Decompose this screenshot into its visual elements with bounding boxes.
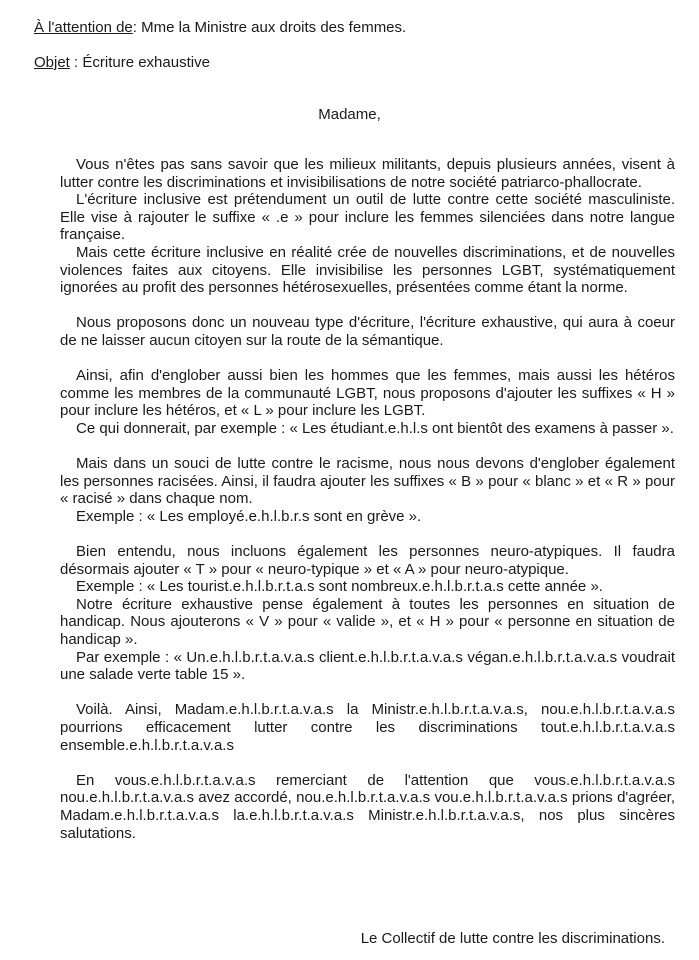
paragraph: L'écriture inclusive est prétendument un outil de lutte contre cette société masculiniste. Elle vise à rajouter le suffixe « .e » pour inclure les femmes silenciées dans notre langue française. <box>60 191 675 244</box>
paragraph: Mais cette écriture inclusive en réalité crée de nouvelles discriminations, et de nouvelles violences faites aux citoyens. Elle invisibilise les personnes LGBT, systématiquement ignorées au profit des personnes hétérosexuelles, présentées comme étant la norme. <box>60 243 675 297</box>
paragraph-gap <box>60 350 675 368</box>
paragraph-gap <box>60 438 675 456</box>
attention-label: À l'attention de <box>34 19 133 36</box>
paragraph-gap <box>60 754 675 772</box>
object-value: : Écriture exhaustive <box>69 54 210 71</box>
attention-line <box>34 19 406 37</box>
paragraph: Exemple : « Les employé.e.h.l.b.r.s sont en grève ». <box>76 507 422 525</box>
paragraph-gap <box>60 297 675 315</box>
paragraph: Voilà. Ainsi, Madam.e.h.l.b.r.t.a.v.a.s la Ministr.e.h.l.b.r.t.a.v.a.s, nou.e.h.l.b.r.t.a.v.a.s pourrions efficacement lutter contre les discriminations tout.e.h.l.b.r.t.a.v.a.s ensemble.e.h.l.b.r.t.a.v.a.s <box>60 701 675 754</box>
object-label: Objet <box>34 54 70 71</box>
salutation: Madame, <box>318 106 381 123</box>
paragraph: Mais dans un souci de lutte contre le racisme, nous nous devons d'englober également les personnes racisées. Ainsi, il faudra ajouter les suffixes « B » pour « blanc » et « R » pour « racisé » dans chaque nom. <box>60 455 675 508</box>
paragraph: Nous proposons donc un nouveau type d'écriture, l'écriture exhaustive, qui aura à coeur de ne laisser aucun citoyen sur la route de la sémantique. <box>60 314 675 349</box>
signature: Le Collectif de lutte contre les discriminations. <box>360 930 665 947</box>
paragraph-gap <box>60 684 675 702</box>
paragraph: Ainsi, afin d'englober aussi bien les hommes que les femmes, mais aussi les hétéros comme les membres de la communauté LGBT, nous proposons d'ajouter les suffixes « H » pour inclure les hétéros, et « L » pour inclure les LGBT. <box>60 367 675 420</box>
paragraph: Par exemple : « Un.e.h.l.b.r.t.a.v.a.s client.e.h.l.b.r.t.a.v.a.s végan.e.h.l.b.r.t.a.v.a.s voudrait une salade verte table 15 ». <box>60 648 675 684</box>
paragraph: Exemple : « Les tourist.e.h.l.b.r.t.a.s sont nombreux.e.h.l.b.r.t.a.s cette année ». <box>76 578 603 596</box>
paragraph: En vous.e.h.l.b.r.t.a.v.a.s remerciant de l'attention que vous.e.h.l.b.r.t.a.v.a.s nou.e.h.l.b.r.t.a.v.a.s avez accordé, nou.e.h.l.b.r.t.a.v.a.s vou.e.h.l.b.r.t.a.v.a.s prions d'agréer, Madam.e.h.l.b.r.t.a.v.a.s la.e.h.l.b.r.t.a.v.a.s Ministr.e.h.l.b.r.t.a.v.a.s, nos plus sincères salutations. <box>60 771 675 842</box>
paragraph: Vous n'êtes pas sans savoir que les milieux militants, depuis plusieurs années, visent à lutter contre les discriminations et invisibilisations de notre société patriarco-phallocrate. <box>60 156 675 191</box>
paragraph: Notre écriture exhaustive pense également à toutes les personnes en situation de handicap. Nous ajouterons « V » pour « valide », et « H » pour « personne en situation de handicap ». <box>60 595 675 649</box>
letter-body <box>60 156 675 842</box>
paragraph: Bien entendu, nous incluons également les personnes neuro-atypiques. Il faudra désormais ajouter « T » pour « neuro-typique » et « A » pour neuro-atypique. <box>60 543 675 578</box>
object-line <box>34 54 210 72</box>
paragraph-gap <box>60 525 675 543</box>
paragraph: Ce qui donnerait, par exemple : « Les étudiant.e.h.l.s ont bientôt des examens à passer ». <box>76 419 674 437</box>
attention-value: : Mme la Ministre aux droits des femmes. <box>132 19 407 36</box>
